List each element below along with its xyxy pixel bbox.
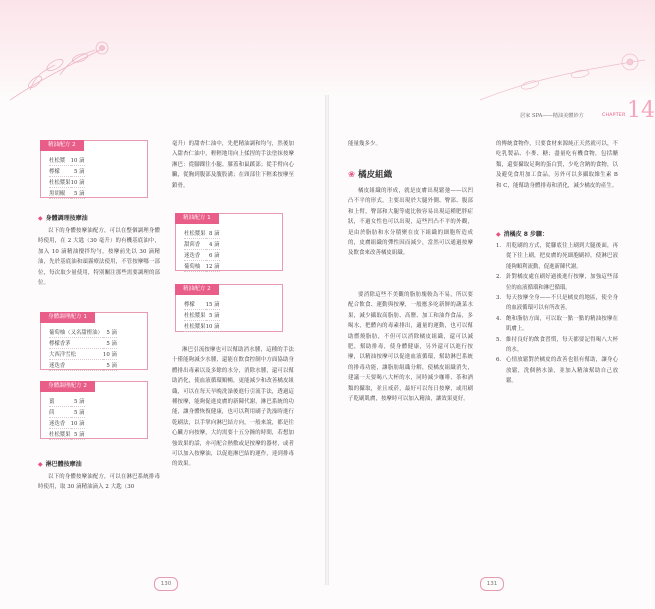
right-col1-top-text: 能量幾多少。 [348, 141, 381, 147]
recipe-box-4: 精油配方 1 杜松漿果 8 滴 甜茴香 4 滴 迷迭香 6 滴 葡萄柚 12 滴 [175, 213, 283, 271]
section-heading-body-oil: ◆ 身體調理按摩油 [38, 215, 88, 222]
flower-bullet-icon: ❀ [348, 170, 356, 180]
list-item: 4. 飽和脂肪方面，可以取一點一點的精油按摩在肌膚上。 [496, 315, 618, 333]
recipe-box-2: 身體調理配方 1 葡萄柚（又名甜橙油） 5 滴 檸檬香茅 5 滴 大西洋雪松 10 滴 迷迭香 5 滴 [40, 312, 148, 370]
recipe-box-5: 精油配方 2 檸檬 15 滴 杜松漿果 5 滴 杜松漿果 10 滴 [175, 284, 283, 332]
section-heading-lymph-oil: ◆ 淋巴體按摩油 [38, 461, 82, 468]
table-row: 杜松漿果 10 滴 [184, 321, 220, 332]
recipe-box-3: 身體調理配方 2 薑 5 滴 茴 5 滴 迷迭香 10 滴 杜松漿果 5 滴 [40, 381, 148, 439]
lymph-oil-paragraph: 以下的身體按摩油配方，可以在淋巴系統排毒時使用，取 30 滴精油滴入 2 大匙（30 [38, 474, 160, 491]
list-item: 1. 用乾刷的方式，從腳底往上刷到大腿後面，再從下往上刷，把皮膚的死細胞刷掉，使淋巴液能夠順利流動，促進新陳代謝。 [496, 243, 618, 270]
table-row: 甜茴香 4 滴 [184, 239, 220, 250]
table-row: 葡萄柚 12 滴 [184, 261, 220, 272]
table-row: 杜松漿 10 滴 [49, 155, 85, 166]
page-number-left: 130 [154, 577, 178, 591]
running-title: 居家 SPA——精油美體妙方 [520, 113, 584, 119]
table-row: 迷迭香 5 滴 [49, 360, 117, 371]
book-spine [325, 95, 329, 585]
body-oil-paragraph: 以下的身體按摩油配方，可以在整個調理身體時使用，在 2 大匙（30 毫升）的有機基底油中，加入 10 滴精油攪拌均勻，按摩前先以 30 滴精油，先於基底油和頭霧療法使用，不管按摩哪一部位，每次取少量使用，特別關注那些需要調理的部位。 [38, 228, 160, 287]
table-row: 茴 5 滴 [49, 407, 85, 418]
table-row: 迷迭香 6 滴 [184, 250, 220, 261]
list-item: 2. 針對橘皮處在刷好過後進行按摩，加強這些部位的血液循環和淋巴循環。 [496, 274, 618, 291]
list-item: 6. 心情放鬆對於橘皮的改善也很有幫助，讓身心放鬆，洗個熱水澡，並加入精油幫助自己放鬆。 [496, 357, 618, 385]
table-row: 檸檬香茅 5 滴 [49, 338, 117, 349]
table-row: 杜松漿果 5 滴 [184, 310, 220, 321]
recipe-box-title: 精油配方 2 [40, 140, 84, 151]
cellulite-paragraph-1: 橘皮組織的形成，就是皮膚出現鬆弛——以凹凸不平的形式，主要出現於大腿外側、臀部、腹部和上臂，臀部和大腿等處比較容易出現這種肥胖症狀，不過女性也可以出現，這些凹凸不平的外觀，是由於脂肪和水分積聚在皮下組織的細胞所造成的，皮膚組織的彈性因而減少，當然可以通過按摩及飲食來改善橘皮組織。 [348, 188, 473, 257]
section-heading-cellulite: ❀ 橘皮組織 [348, 170, 393, 180]
diamond-bullet-icon: ◆ [38, 461, 43, 468]
recipe-table [49, 155, 85, 199]
table-row: 杜松漿果 10 滴 [49, 177, 85, 188]
diamond-bullet-icon: ◆ [496, 231, 501, 238]
steps-list [496, 241, 618, 387]
section-heading-steps: ◆ 消橘皮 8 步驟： [496, 231, 548, 238]
chapter-label: CHAPTER [602, 113, 626, 118]
table-row: 杜松漿果 5 滴 [49, 429, 85, 440]
table-row: 迷迭香 10 滴 [49, 418, 85, 429]
cellulite-paragraph-3: 的傳統食物作，只要食材來源純正天然就可以，不吃乳製品、小麥、糖；盡量吃有機食物，包括醣類，還要攝取足夠的蛋白質，少吃含鈉的食物，以及避免食用加工食品，另外可以多攝取維生素 B 和 C，能幫助身體排毒和消化，減少橘皮的產生。 [496, 141, 618, 189]
table-row: 杜松漿果 8 滴 [184, 228, 220, 239]
chapter-number: 14 [627, 98, 655, 123]
page-number-right: 131 [480, 577, 504, 591]
table-row: 檸檬 5 滴 [49, 166, 85, 177]
table-row: 薑 5 滴 [49, 396, 85, 407]
lymph-oil-paragraph-cont: 毫升）的甜杏仁油中，先把精油調和均勻，然後加入甜杏仁油中，輕輕地用向上揉捏的手法塗抹按摩淋巴：從腳踝往小腿、膝蓋和鼠蹊部；從手臂向心臟，從胸到腹部及腹股溝；在頸部往下輕柔按摩至鎖骨。 [172, 141, 294, 189]
recipe-box-1 [40, 140, 148, 198]
table-row: 檸檬 15 滴 [184, 299, 220, 310]
floral-decoration-left [0, 20, 160, 120]
table-row: 大西洋雪松 10 滴 [49, 349, 117, 360]
list-item: 5. 維持良好的飲食習慣，每天都要記得喝八大杯的水。 [496, 336, 618, 354]
table-row: 葡萄柚（又名甜橙油） 5 滴 [49, 327, 117, 338]
table-row: 黑胡椒 5 滴 [49, 188, 85, 199]
lymph-drainage-paragraph: 淋巴引流按摩也可以幫助消水腫，這種的手法十僅能夠減少水腫，還能在飲食控制中方面協助身體排出毒素以及多餘的水分，消除水腫，還可以幫助消化，使血液循環順暢，更能減少和改善橘皮組織，可以在每天早晚洗澡後進行引流手法，透過這種按摩，能夠促進皮膚的新陳代謝，淋巴系統的功能，讓身體恢復健康，也可以利用刷子洗澡時進行乾刷法，以手掌向淋巴結方向，一般來說，都是往心臟方向按摩，大約需要十五分鐘的時間，若想加強效果的話，亦可配合熱敷或是按摩的器材，或者可以加入按摩油，以促進淋巴結的運作，達到排毒的效果。 [172, 347, 294, 468]
cellulite-paragraph-2: 要消除這些不美觀的脂肪塊較為不易，所以要配合飲食、運動與按摩，一般應多吃新鮮的蔬菜水果，減少攝取高脂肪、高鹽、加工和油炸食品，多喝水，把體內的毒素排出，適量的運動，也可以幫助燃燒脂肪，不但可以消除橘皮組織，還可以減肥，幫助排毒，使身體健康，另外還可以進行按摩，以精油按摩可以促進血液循環，幫助淋巴系統的排毒功能，讓脂肪組織分解，使橘皮組織消失，建議一天要喝八大杯的水，同時減少咖啡、茶和酒類的攝取，並且戒菸，最好可以每日按摩，或用刷子乾刷肌膚，按摩時可以加入精油，讓效果更好。 [348, 292, 473, 403]
list-item: 3. 每天按摩全身——不只是橘皮的地區，使全身的血液循環可以有所改善。 [496, 295, 618, 312]
diamond-bullet-icon: ◆ [38, 215, 43, 222]
